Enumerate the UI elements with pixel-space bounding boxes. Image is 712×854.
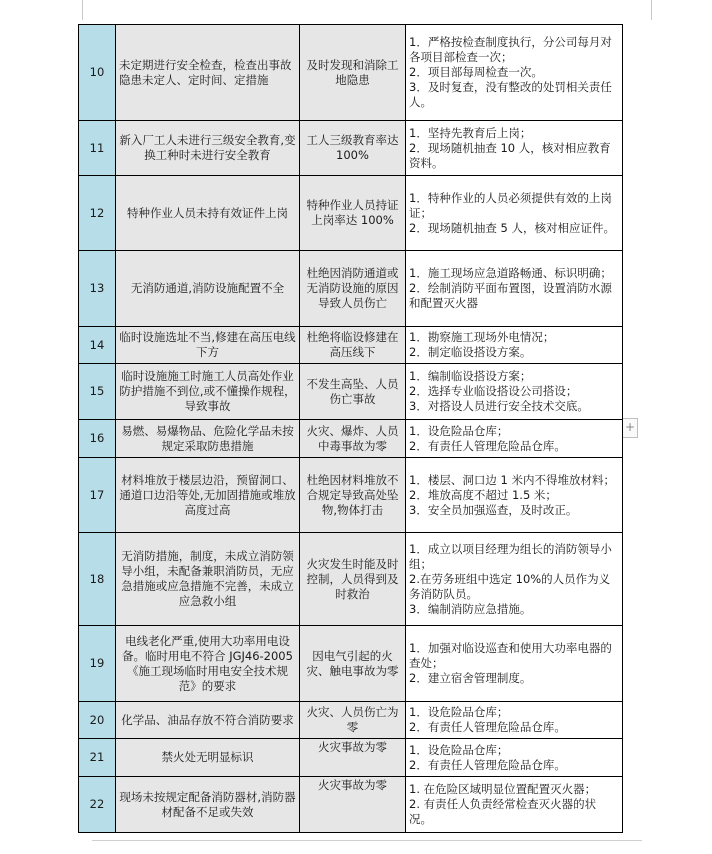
- row-number: 18: [79, 533, 116, 626]
- measure-item: 2.在劳务班组中选定 10%的人员作为义务消防队员。: [409, 571, 611, 601]
- goal-cell: 不发生高坠、人员伤亡事故: [300, 364, 406, 420]
- measure-item: 2．堆放高度不超过 1.5 米；: [409, 487, 557, 502]
- row-number: 10: [79, 25, 116, 121]
- measures-cell: [406, 327, 623, 364]
- hazard-cell: 无消防措施，制度，未成立消防领导小组，未配备兼职消防员，无应急措施或应急措施不完善，未成立应急救小组: [116, 533, 300, 626]
- goal-cell: 火灾、爆炸、人员中毒事故为零: [300, 420, 406, 458]
- row-number: 15: [79, 364, 116, 420]
- measure-item: 1．设危险品仓库；: [409, 742, 509, 757]
- measures-cell: [406, 533, 623, 626]
- row-number: 17: [79, 458, 116, 533]
- row-number: 12: [79, 176, 116, 251]
- hazard-cell: 无消防通道,消防设施配置不全: [116, 251, 300, 327]
- measure-item: 2．绘制消防平面布置图，设置消防水源和配置灭火器: [409, 281, 612, 310]
- table-row: [79, 533, 623, 626]
- measure-item: 1．严格按检查制度执行，分公司每月对各项目部检查一次；: [409, 35, 612, 64]
- measures-cell: [406, 458, 623, 533]
- hazard-cell: 临时设施选址不当,修建在高压电线下方: [116, 327, 300, 364]
- measure-item: 2．建立宿舍管理制度。: [409, 671, 532, 685]
- hazard-cell: 现场未按规定配备消防器材,消防器材配备不足或失效: [116, 777, 300, 833]
- goal-cell: 特种作业人员持证上岗率达 100%: [300, 176, 406, 251]
- measure-item: 2．有责任人管理危险品仓库。: [409, 720, 566, 734]
- row-number: 13: [79, 251, 116, 327]
- goal-cell: 火灾、人员伤亡为零: [300, 702, 406, 739]
- measures-cell: [406, 121, 623, 176]
- measures-cell: [406, 364, 623, 420]
- measures-cell: [406, 420, 623, 458]
- measure-item: 2．有责任人管理危险品仓库。: [409, 438, 566, 453]
- measure-item: 1．特种作业的人员必须提供有效的上岗证；: [409, 190, 612, 220]
- measure-item: 1．坚持先教育后上岗；: [409, 125, 532, 140]
- measure-item: 2．有责任人管理危险品仓库。: [409, 757, 566, 772]
- goal-cell: 火灾发生时能及时控制，人员得到及时救治: [300, 533, 406, 626]
- hazard-cell: 材料堆放于楼层边沿，预留洞口、通道口边沿等处,无加固措施或堆放高度过高: [116, 458, 300, 533]
- goal-cell: 杜绝将临设修建在高压线下: [300, 327, 406, 364]
- goal-cell: 火灾事故为零: [300, 777, 406, 833]
- measure-item: 3．编制消防应急措施。: [409, 601, 532, 616]
- measure-item: 3．及时复查，没有整改的处罚相关责任人。: [409, 80, 612, 109]
- measure-item: 1．编制临设搭设方案；: [409, 369, 532, 383]
- measures-cell: [406, 251, 623, 327]
- measure-item: 1．施工现场应急道路畅通、标识明确；: [409, 266, 612, 280]
- measure-item: 2．现场随机抽查 5 人，核对相应证件。: [409, 220, 615, 235]
- table-row: [79, 251, 623, 327]
- measure-item: 1．设危险品仓库；: [409, 705, 509, 719]
- hazard-cell: 临时设施施工时施工人员高处作业防护措施不到位,或不懂操作规程，导致事故: [116, 364, 300, 420]
- table-row: [79, 777, 623, 833]
- row-number: 22: [79, 777, 116, 833]
- goal-cell: 工人三级教育率达 100%: [300, 121, 406, 176]
- goal-cell: 因电气引起的火灾、触电事故为零: [300, 626, 406, 702]
- row-number: 14: [79, 327, 116, 364]
- measures-cell: [406, 702, 623, 739]
- row-number: 21: [79, 739, 116, 777]
- measure-item: 2．现场随机抽查 10 人，核对相应教育资料。: [409, 140, 611, 170]
- hazard-cell: 化学品、油品存放不符合消防要求: [116, 702, 300, 739]
- table-row: [79, 420, 623, 458]
- table-row: [79, 25, 623, 121]
- table-row: [79, 458, 623, 533]
- measures-cell: [406, 777, 623, 833]
- measures-cell: [406, 176, 623, 251]
- table-body: [79, 25, 623, 833]
- goal-cell: 及时发现和消除工地隐患: [300, 25, 406, 121]
- goal-cell: 火灾事故为零: [300, 739, 406, 777]
- table-row: [79, 739, 623, 777]
- measure-item: 1．成立以项目经理为组长的消防领导小组；: [409, 541, 612, 571]
- table-row: [79, 327, 623, 364]
- row-number: 11: [79, 121, 116, 176]
- add-column-icon[interactable]: +: [622, 418, 638, 438]
- measures-cell: [406, 25, 623, 121]
- measure-item: 1．楼层、洞口边 1 米内不得堆放材料；: [409, 472, 615, 487]
- measures-cell: [406, 739, 623, 777]
- hazard-control-table: [78, 24, 623, 833]
- goal-cell: 杜绝因材料堆放不合规定导致高处坠物,物体打击: [300, 458, 406, 533]
- table-row: [79, 176, 623, 251]
- measure-item: 2．选择专业临设搭设公司搭设；: [409, 384, 578, 398]
- hazard-cell: 未定期进行安全检查，检查出事故隐患未定人、定时间、定措施: [116, 25, 300, 121]
- row-number: 20: [79, 702, 116, 739]
- measure-item: 2. 有责任人负责经常检查灭火器的状况。: [409, 797, 597, 826]
- measure-item: 3．对搭设人员进行安全技术交底。: [409, 399, 589, 413]
- measure-item: 1．设危险品仓库；: [409, 423, 509, 438]
- table-row: [79, 702, 623, 739]
- table-row: [79, 364, 623, 420]
- table-row: [79, 626, 623, 702]
- measure-item: 2．项目部每周检查一次。: [409, 65, 543, 79]
- hazard-cell: 新入厂工人未进行三级安全教育,变换工种时未进行安全教育: [116, 121, 300, 176]
- row-number: 19: [79, 626, 116, 702]
- table-row: [79, 121, 623, 176]
- hazard-cell: 电线老化严重,使用大功率用电设备。临时用电不符合 JGJ46-2005《施工现场临时用电安全技术规范》的要求: [116, 626, 300, 702]
- hazard-cell: 易燃、易爆物品、危险化学品未按规定采取防患措施: [116, 420, 300, 458]
- hazard-cell: 禁火处无明显标识: [116, 739, 300, 777]
- measure-item: 1．勘察施工现场外电情况；: [409, 330, 555, 344]
- page-margin-bottom: [92, 840, 642, 854]
- row-number: 16: [79, 420, 116, 458]
- measure-item: 1．加强对临设巡查和使用大功率电器的查处；: [409, 641, 612, 670]
- measure-item: 2．制定临设搭设方案。: [409, 345, 532, 359]
- hazard-cell: 特种作业人员未持有效证件上岗: [116, 176, 300, 251]
- measure-item: 3．安全员加强巡查，及时改正。: [409, 502, 578, 517]
- measure-item: 1. 在危险区域明显位置配置灭火器；: [409, 782, 597, 796]
- goal-cell: 杜绝因消防通道或无消防设施的原因导致人员伤亡: [300, 251, 406, 327]
- page-margin-top: [82, 0, 652, 20]
- measures-cell: [406, 626, 623, 702]
